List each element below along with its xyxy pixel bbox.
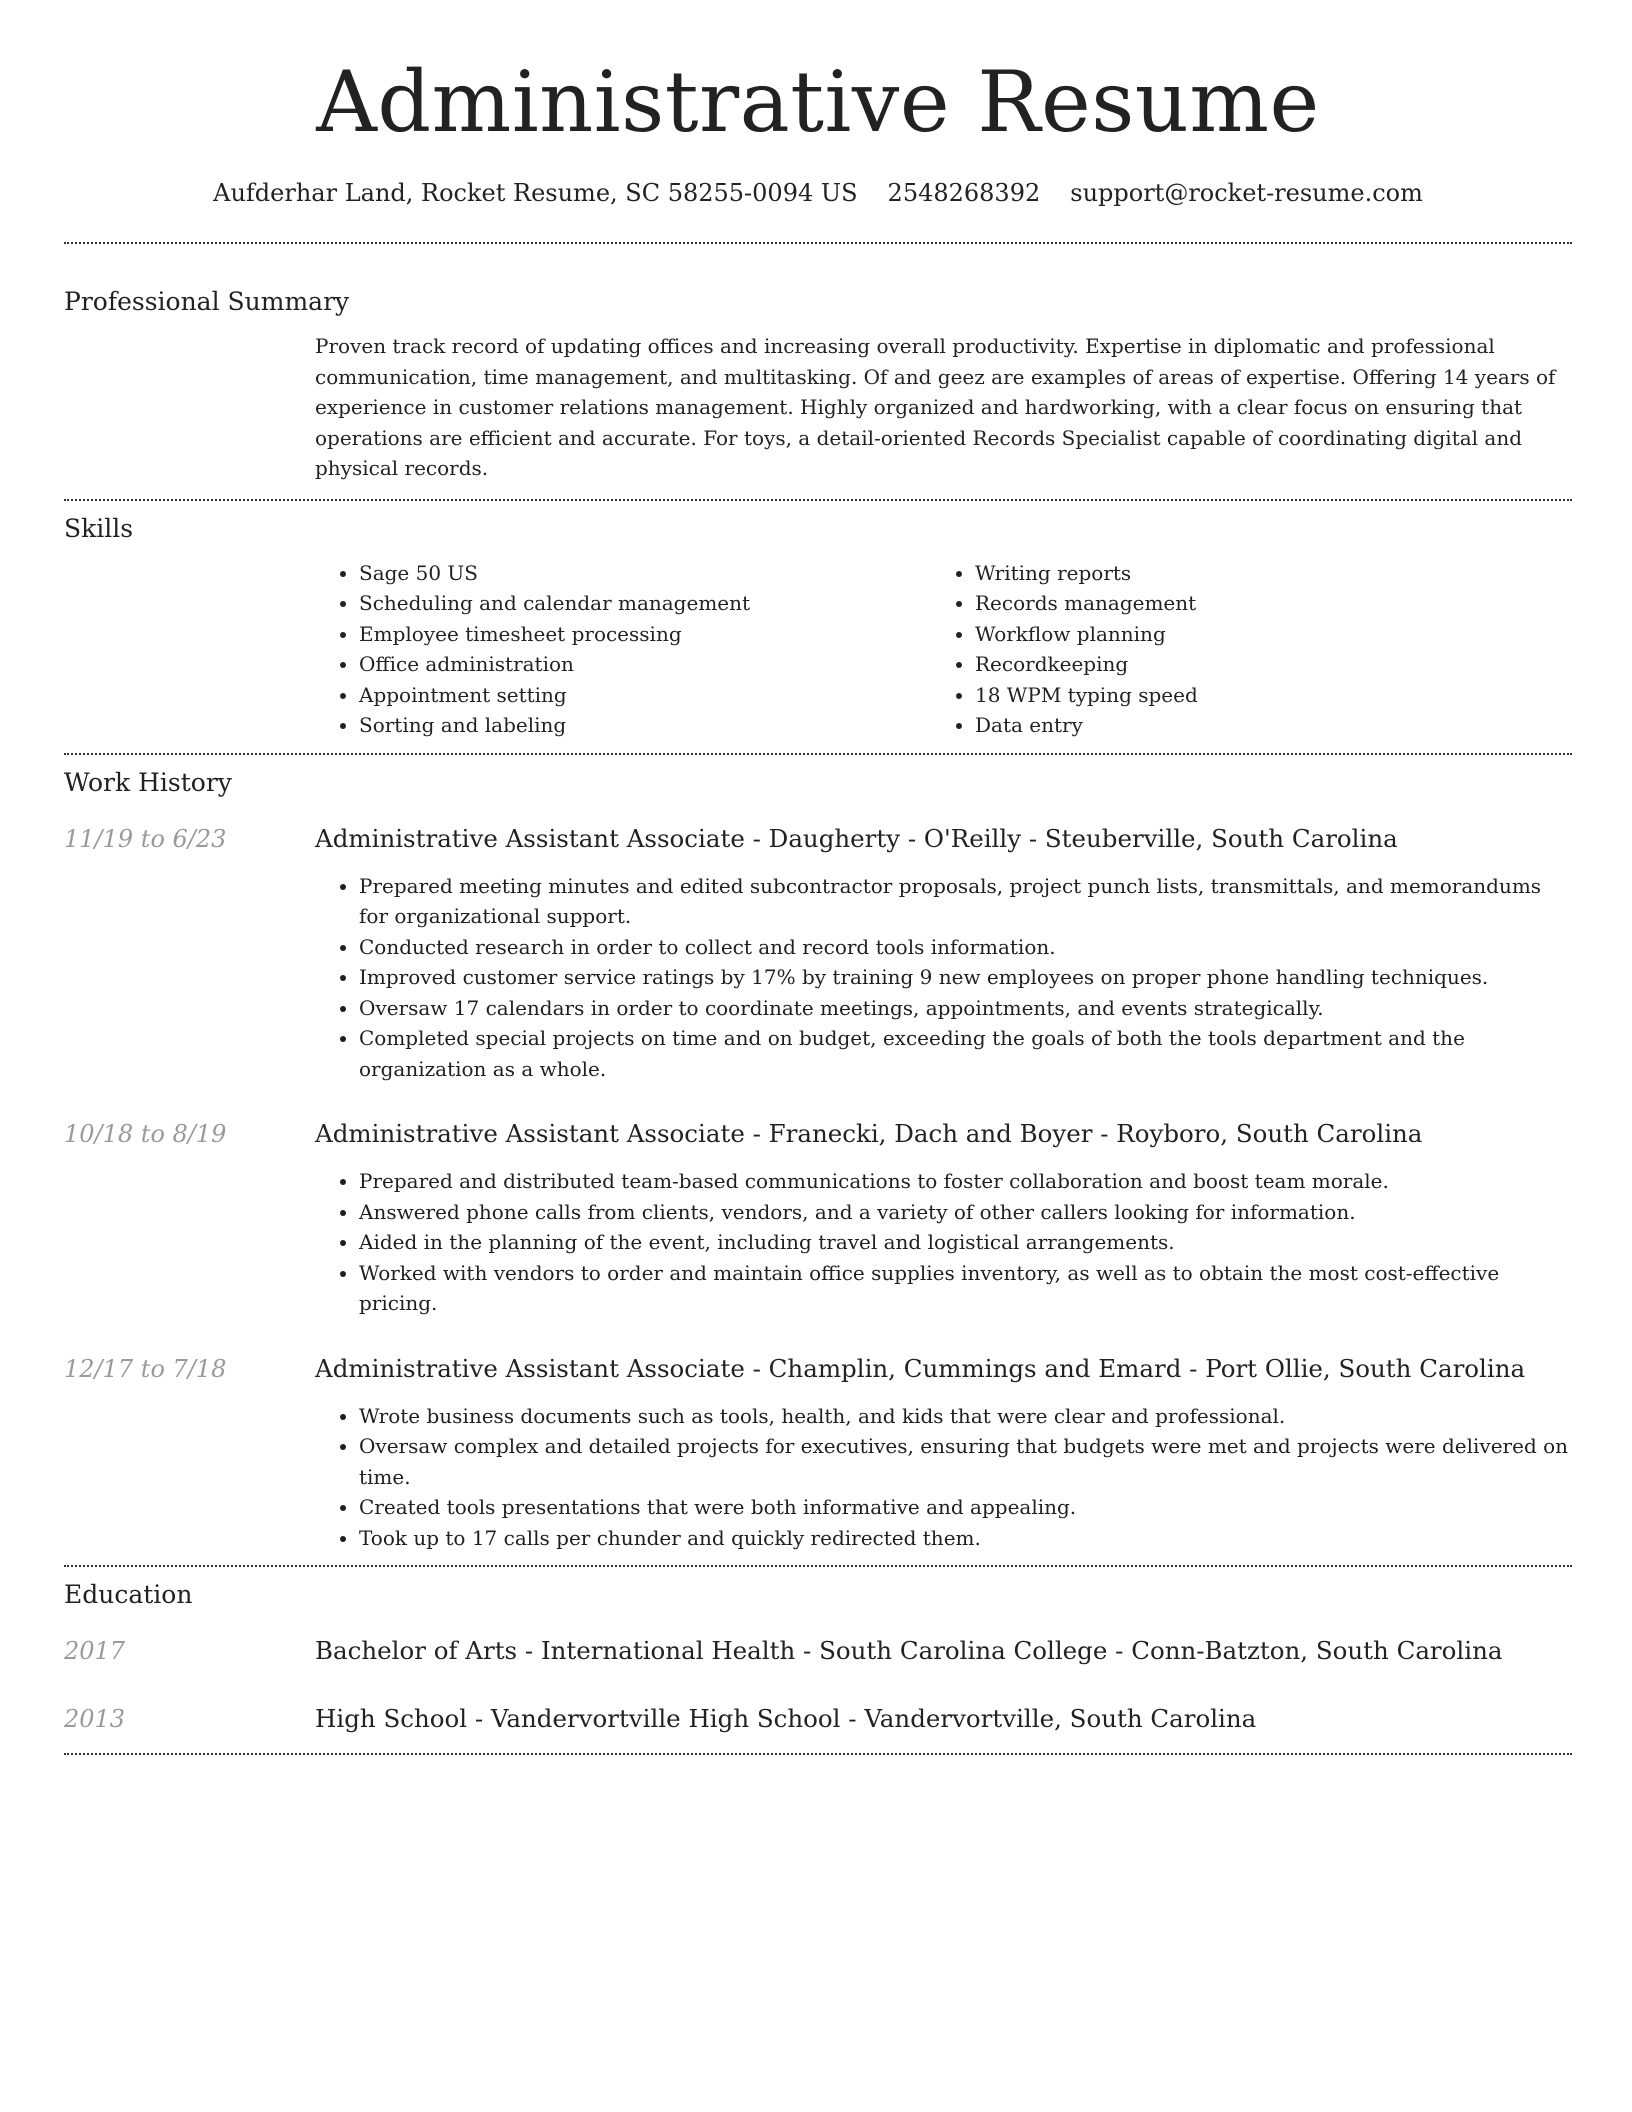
job-body: [315, 1118, 1572, 1319]
job-title: [315, 1353, 1572, 1385]
education-entry: [64, 1635, 1572, 1667]
job-bullet: • Prepared meeting minutes and edited subcontractor proposals, project punch lists, transmittals, and memorandums for organizational support.: [359, 871, 1572, 932]
job-entry: [64, 823, 1572, 1085]
contact-phone: 2548268392: [887, 179, 1041, 207]
resume-title: Administrative Resume: [316, 53, 1320, 151]
job-bullet: • Answered phone calls from clients, vendors, and a variety of other callers looking for information.: [359, 1197, 1572, 1228]
job-body: [315, 1353, 1572, 1566]
job-employer: - Franecki, Dach and Boyer - Royboro, South Carolina: [744, 1119, 1423, 1148]
contact-line: [64, 178, 1572, 208]
skills-column-left: [315, 558, 931, 741]
skill-item: • Workflow planning: [975, 619, 1547, 650]
job-dates: 11/19 to 6/23: [64, 824, 227, 853]
resume-header: [64, 0, 1572, 208]
job-bullet: • Created tools presentations that were both informative and appealing.: [359, 1492, 1572, 1523]
skills-grid: [315, 558, 1572, 741]
resume-page: [64, 0, 1572, 1755]
skills-section: [64, 501, 1572, 741]
skill-item: • Writing reports: [975, 558, 1547, 589]
education-entry: [64, 1703, 1572, 1735]
job-bullet: • Oversaw 17 calendars in order to coordinate meetings, appointments, and events strategically.: [359, 993, 1572, 1024]
skill-item: • Recordkeeping: [975, 649, 1547, 680]
job-entry: [64, 1118, 1572, 1319]
summary-heading: Professional Summary: [64, 287, 350, 316]
skill-item: • Scheduling and calendar management: [359, 588, 931, 619]
education-section: [64, 1567, 1572, 1753]
education-title: [315, 1703, 1256, 1735]
skill-item: • Sage 50 US: [359, 558, 931, 589]
summary-text: Proven track record of updating offices and increasing overall productivity. Expertise in diplomatic and professional communication, time management, and multitasking. Of and geez are examples of areas of expertise. Offering 14 years of experience in customer relations management. Highly organized and hardworking, with a clear focus on ensuring that operations are efficient and accurate. For toys, a detail-oriented Records Specialist capable of coordinating digital and physical records.: [315, 334, 1556, 480]
skill-item: • Records management: [975, 588, 1547, 619]
job-bullet: • Aided in the planning of the event, including travel and logistical arrangements.: [359, 1227, 1572, 1258]
education-school: - Vandervortville High School - Vandervortville, South Carolina: [467, 1704, 1257, 1733]
education-year: 2017: [64, 1637, 126, 1665]
job-bullets: [315, 1401, 1572, 1554]
work-history-heading: Work History: [64, 767, 232, 797]
job-role: Administrative Assistant Associate: [315, 823, 745, 853]
skills-column-right: [931, 558, 1547, 741]
skills-heading: Skills: [64, 513, 134, 543]
job-bullet: • Conducted research in order to collect and record tools information.: [359, 932, 1572, 963]
job-bullets: [315, 871, 1572, 1085]
job-bullet: • Worked with vendors to order and maintain office supplies inventory, as well as to obtain the most cost-effective pricing.: [359, 1258, 1572, 1319]
skill-item: • 18 WPM typing speed: [975, 680, 1547, 711]
job-bullets: [315, 1166, 1572, 1319]
job-bullet: • Wrote business documents such as tools, health, and kids that were clear and professional.: [359, 1401, 1572, 1432]
skill-item: • Office administration: [359, 649, 931, 680]
education-degree: High School: [315, 1704, 468, 1733]
work-history-section: [64, 755, 1572, 1566]
education-title: [315, 1635, 1502, 1667]
job-employer: - Champlin, Cummings and Emard - Port Ollie, South Carolina: [744, 1353, 1526, 1383]
contact-address: Aufderhar Land, Rocket Resume, SC 58255-0094 US: [213, 179, 858, 207]
job-dates: 12/17 to 7/18: [64, 1354, 227, 1383]
summary-section: [64, 244, 1572, 484]
skill-item: • Data entry: [975, 710, 1547, 741]
education-heading: Education: [64, 1580, 193, 1609]
job-bullet: • Completed special projects on time and on budget, exceeding the goals of both the tools department and the organization as a whole.: [359, 1023, 1572, 1084]
contact-email: support@rocket-resume.com: [1070, 179, 1423, 207]
skill-item: • Employee timesheet processing: [359, 619, 931, 650]
education-degree: Bachelor of Arts - International Health: [315, 1636, 796, 1665]
job-bullet: • Prepared and distributed team-based communications to foster collaboration and boost team morale.: [359, 1166, 1572, 1197]
job-bullet: • Took up to 17 calls per chunder and quickly redirected them.: [359, 1523, 1572, 1554]
job-role: Administrative Assistant Associate: [315, 1353, 745, 1383]
job-title: [315, 1118, 1572, 1150]
skill-item: • Sorting and labeling: [359, 710, 931, 741]
education-year: 2013: [64, 1705, 126, 1733]
job-role: Administrative Assistant Associate: [315, 1119, 745, 1148]
job-employer: - Daugherty - O'Reilly - Steuberville, South Carolina: [744, 823, 1398, 853]
job-bullet: • Oversaw complex and detailed projects for executives, ensuring that budgets were met and projects were delivered on time.: [359, 1431, 1572, 1492]
job-body: [315, 823, 1572, 1085]
job-entry: [64, 1353, 1572, 1566]
job-title: [315, 823, 1572, 855]
job-dates: 10/18 to 8/19: [64, 1120, 227, 1148]
education-school: - South Carolina College - Conn-Batzton, South Carolina: [795, 1636, 1503, 1665]
skill-item: • Appointment setting: [359, 680, 931, 711]
job-bullet: • Improved customer service ratings by 17% by training 9 new employees on proper phone handling techniques.: [359, 962, 1572, 993]
divider: [64, 1753, 1572, 1755]
